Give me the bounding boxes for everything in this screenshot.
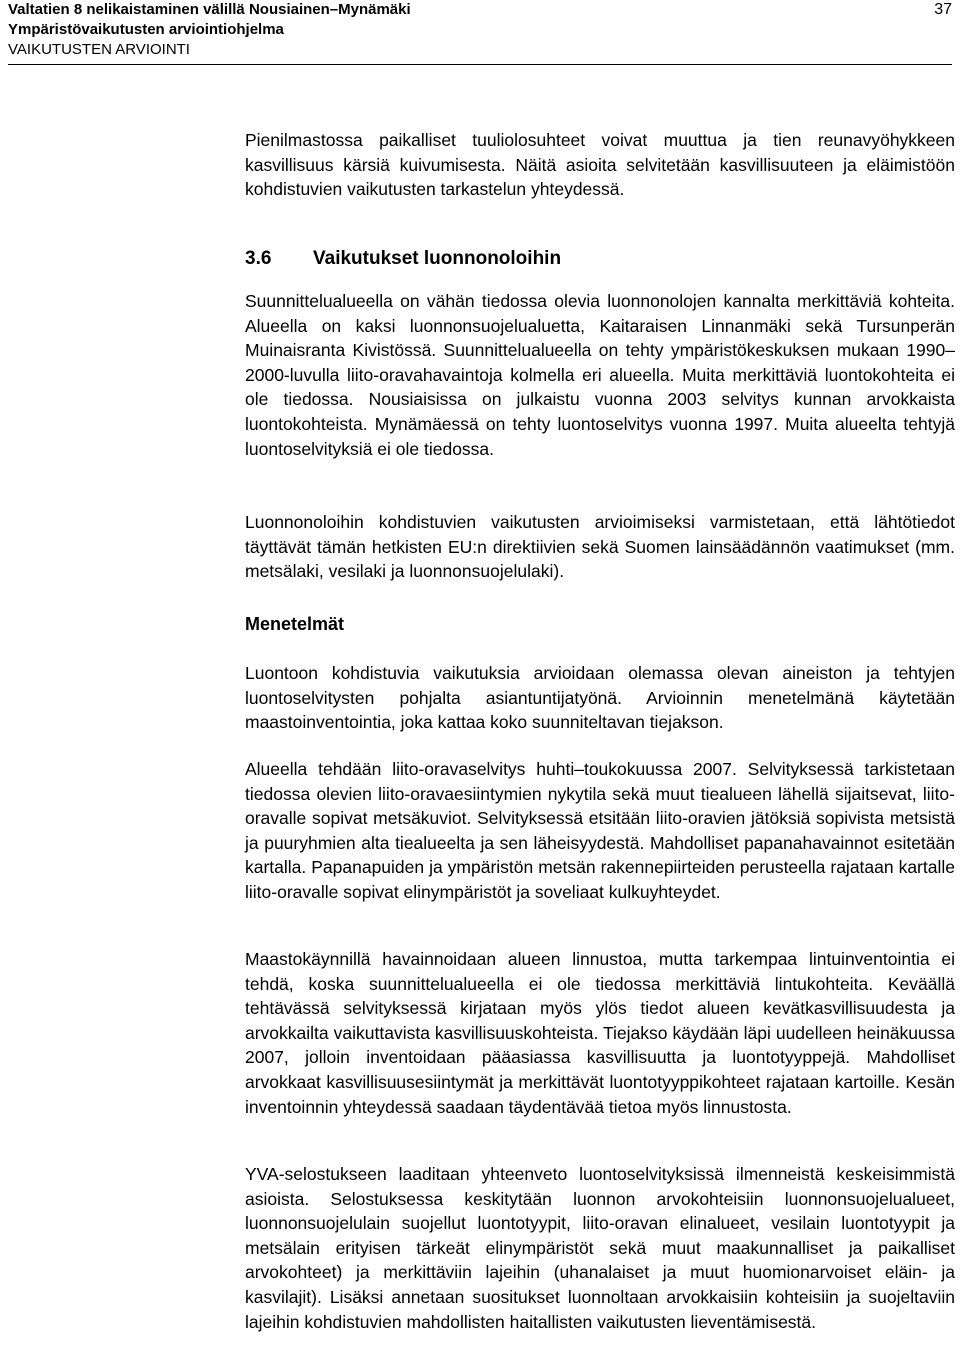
header-project-title: Valtatien 8 nelikaistaminen välillä Nousiainen–Mynämäki bbox=[8, 1, 411, 18]
section-body-2 bbox=[245, 510, 955, 584]
section-title: Vaikutukset luonnonoloihin bbox=[313, 248, 562, 269]
methods-body-3 bbox=[245, 947, 955, 1119]
methods-heading: Menetelmät bbox=[245, 614, 345, 634]
paragraph-eia-summary: YVA-selostukseen laaditaan yhteenveto luontoselvityksissä ilmenneistä keskeisimmistä asioista. Selostuksessa keskitytään luonnon arvokohteisiin luonnonsuojelualueet, luonnonsuojelulain suojellut luontotyypit, liito-oravan elinalueet, vesilain luontotyypit ja metsälain erityisen tärkeät elinympäristöt sekä muut maakunnalliset ja paikalliset arvokohteet) ja merkittäviin lajeihin (uhanalaiset ja muut huomionarvoiset eläin- ja kasvilajit). Lisäksi annetaan suositukset luonnoltaan arvokkaisiin kohteisiin ja suojeltaviin lajeihin kohdistuvien mahdollisten haitallisten vaikutusten lieventämisestä. bbox=[245, 1164, 955, 1332]
header-divider bbox=[8, 64, 952, 65]
paragraph-requirements: Luonnonoloihin kohdistuvien vaikutusten arvioimiseksi varmistetaan, että lähtötiedot täyttävät tämän hetkisten EU:n direktiivien sekä Suomen lainsäädännön vaatimukset (mm. metsälaki, vesilaki ja luonnonsuojelulaki). bbox=[245, 512, 955, 582]
paragraph-existing-data: Suunnittelualueella on vähän tiedossa olevia luonnonolojen kannalta merkittäviä kohteita. Alueella on kaksi luonnonsuojelualuetta, Kaitaraisen Linnanmäki sekä Tursunperän Muinaisranta Kivistössä. Suunnittelualueella on tehty ympäristökeskuksen mukaan 1990–2000-luvulla liito-oravahavaintoja kolmella eri alueella. Muita merkittäviä luontokohteita ei ole tiedossa. Nousiaisissa on julkaistu vuonna 2003 selvitys kunnan arvokkaista luontokohteista. Mynämäessä on tehty luontoselvitys vuonna 1997. Muita alueelta tehtyjä luontoselvityksiä ei ole tiedossa. bbox=[245, 291, 955, 459]
header-document-title: Ympäristövaikutusten arviointiohjelma bbox=[8, 21, 284, 38]
page-number: 37 bbox=[934, 1, 952, 18]
intro-block bbox=[245, 128, 955, 202]
page-header bbox=[8, 0, 952, 60]
header-chapter-title: VAIKUTUSTEN ARVIOINTI bbox=[8, 41, 190, 58]
intro-paragraph: Pienilmastossa paikalliset tuuliolosuhteet voivat muuttua ja tien reunavyöhykkeen kasvillisuus kärsiä kuivumisesta. Näitä asioita selvitetään kasvillisuuteen ja eläimistöön kohdistuvien vaikutusten tarkastelun yhteydessä. bbox=[245, 130, 955, 200]
methods-body-1 bbox=[245, 661, 955, 735]
paragraph-bird-vegetation-survey: Maastokäynnillä havainnoidaan alueen linnustoa, mutta tarkempaa lintuinventointia ei tehdä, koska suunnittelualueella ei ole tiedossa merkittäviä lintukohteita. Keväällä tehtävässä selvityksessä kirjataan myös ylös tiedot alueen kevätkasvillisuudesta ja arvokkailta vaikuttavista kasvillisuuskohteista. Tiejakso käydään läpi uudelleen heinäkuussa 2007, jolloin inventoidaan pääasiassa kasvillisuutta ja luontotyyppejä. Mahdolliset arvokkaat kasvillisuusesiintymät ja merkittävät luontotyyppikohteet rajataan kartoille. Kesän inventoinnin yhteydessä saadaan täydentävää tietoa myös linnustosta. bbox=[245, 949, 955, 1117]
methods-body-2 bbox=[245, 757, 955, 905]
paragraph-flying-squirrel-survey: Alueella tehdään liito-oravaselvitys huhti–toukokuussa 2007. Selvityksessä tarkistetaan tiedossa olevien liito-oravaesiintymien nykytila sekä muut tiealueen lähellä sijaitsevat, liito-oravalle sopivat metsäkuviot. Selvityksessä etsitään liito-oravien jätöksiä sopivista metsistä ja puuryhmien alta tiealueelta ja sen läheisyydestä. Mahdolliset papanahavainnot esitetään kartalla. Papanapuiden ja ympäristön metsän rakennepiirteiden perusteella rajataan kartalle liito-oravalle sopivat elinympäristöt ja soveliaat kulkuyhteydet. bbox=[245, 759, 955, 902]
section-heading bbox=[245, 247, 561, 271]
section-body-1 bbox=[245, 289, 955, 461]
paragraph-assessment-method: Luontoon kohdistuvia vaikutuksia arvioidaan olemassa olevan aineiston ja tehtyjen luontoselvitysten pohjalta asiantuntijatyönä. Arvioinnin menetelmänä käytetään maastoinventointia, joka kattaa koko suunniteltavan tiejakson. bbox=[245, 663, 955, 733]
methods-body-4 bbox=[245, 1162, 955, 1334]
section-number: 3.6 bbox=[245, 248, 272, 269]
